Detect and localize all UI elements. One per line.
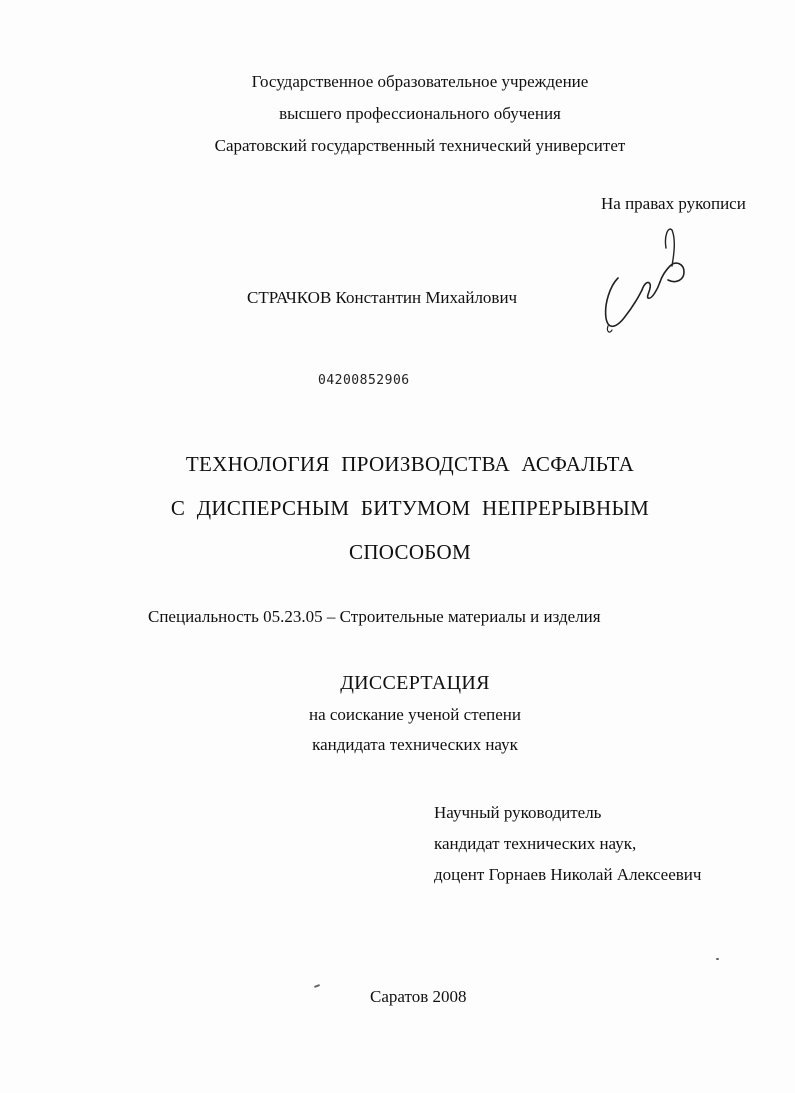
institution-line-3: Саратовский государственный технический университет [214, 136, 626, 155]
title-line-1: ТЕХНОЛОГИЯ ПРОИЗВОДСТВА АСФАЛЬТА [185, 452, 635, 476]
degree-line-2: кандидата технических наук [312, 735, 518, 754]
institution-line-2: высшего профессионального обучения [279, 104, 561, 123]
scan-speck [716, 958, 719, 960]
dissertation-title [100, 442, 720, 574]
title-line-3: СПОСОБОМ [349, 540, 471, 564]
scan-speck [314, 984, 320, 988]
supervisor-line-2: кандидат технических наук, [434, 834, 637, 853]
author-name: СТРАЧКОВ Константин Михайлович [247, 288, 518, 307]
city-year: Саратов 2008 [370, 987, 467, 1006]
rights-notice: На правах рукописи [601, 194, 746, 213]
specialty-line: Специальность 05.23.05 – Строительные материалы и изделия [148, 607, 601, 626]
institution-line-1: Государственное образовательное учреждение [251, 72, 589, 91]
supervisor-line-1: Научный руководитель [434, 803, 602, 822]
institution-block [120, 66, 720, 162]
supervisor-line-3: доцент Горнаев Николай Алексеевич [434, 865, 702, 884]
dissertation-block [210, 670, 620, 760]
handwritten-signature [598, 226, 690, 336]
supervisor-block [434, 797, 701, 890]
title-line-2: С ДИСПЕРСНЫМ БИТУМОМ НЕПРЕРЫВНЫМ [170, 496, 650, 520]
document-number: 04200852906 [318, 373, 410, 388]
dissertation-heading: ДИССЕРТАЦИЯ [340, 672, 490, 694]
degree-line-1: на соискание ученой степени [308, 705, 522, 724]
